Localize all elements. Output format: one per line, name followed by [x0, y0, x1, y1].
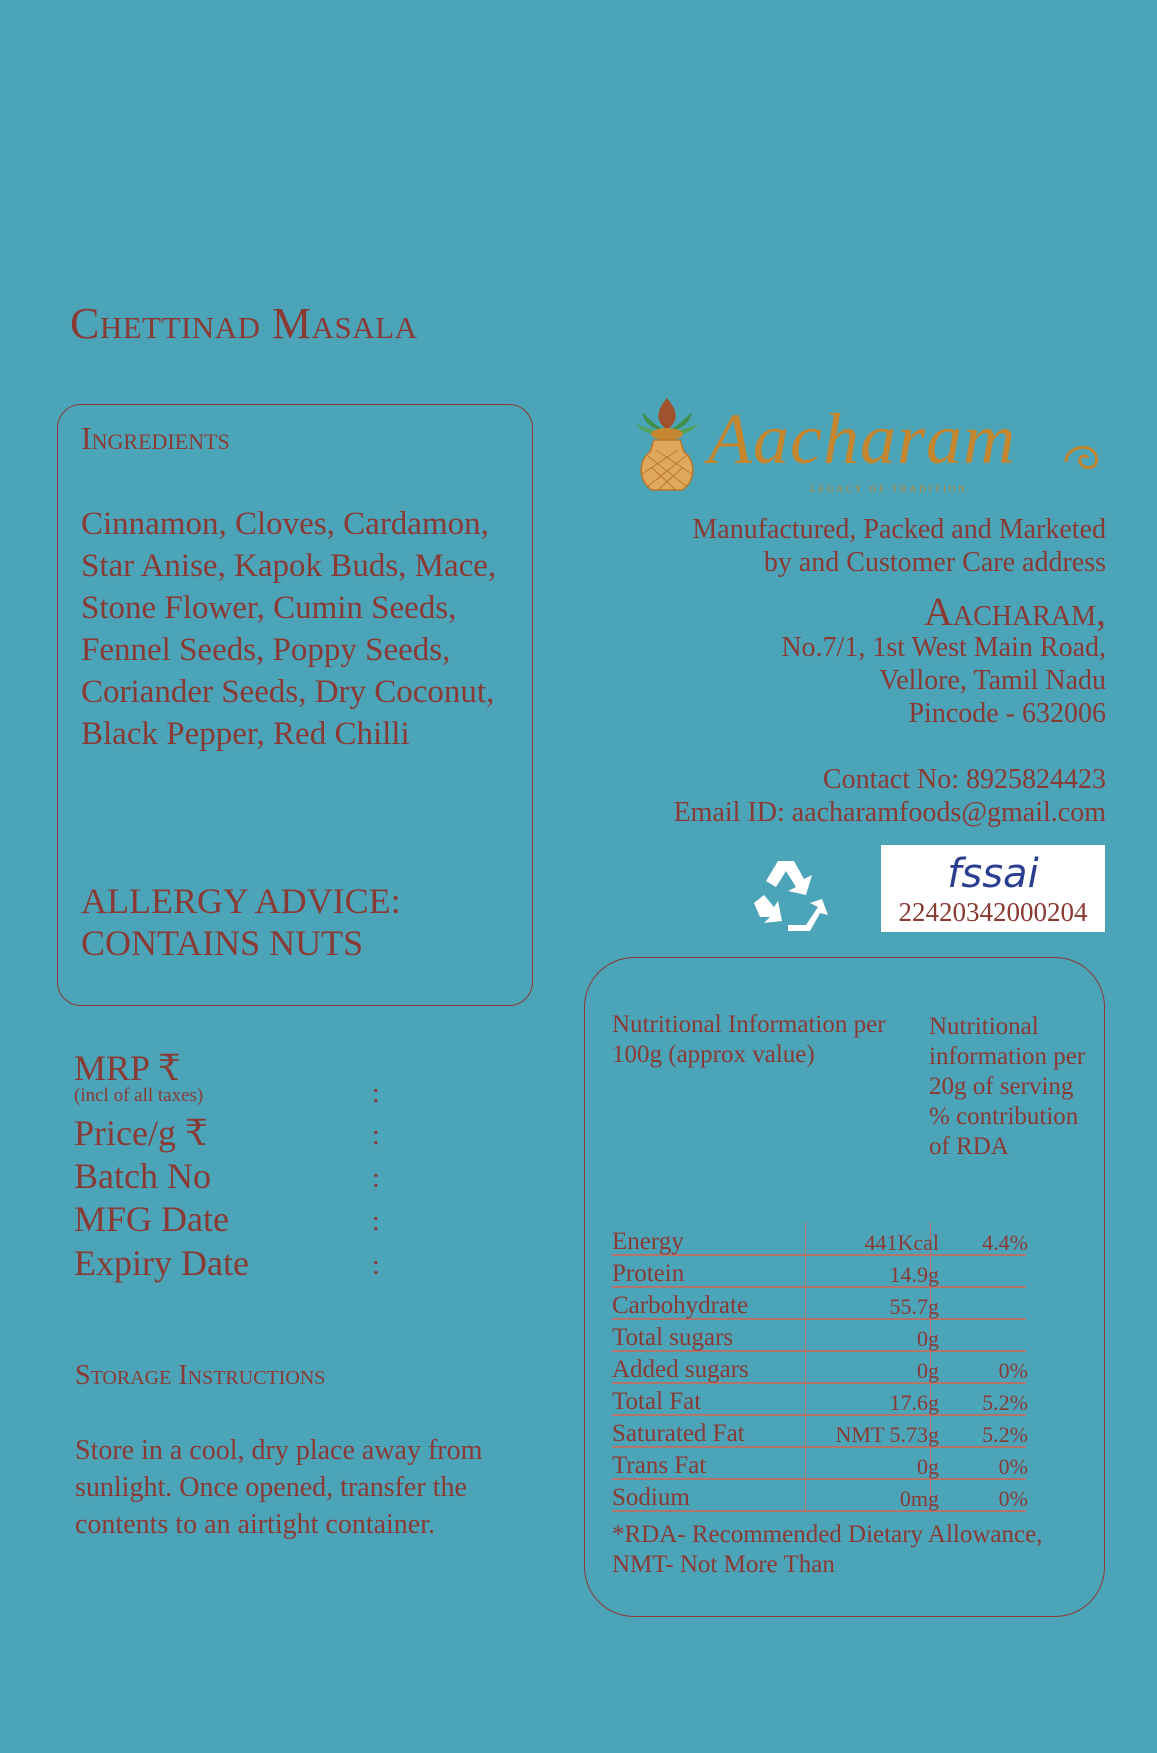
- nutrient-value: 14.9g: [889, 1262, 939, 1287]
- ingredients-heading: Ingredients: [81, 420, 230, 456]
- nutrition-row: [612, 1288, 1026, 1320]
- nutrient-value: 0mg: [899, 1486, 939, 1511]
- nutrient-rda: 0%: [998, 1486, 1028, 1511]
- nutrient-value: 17.6g: [889, 1390, 939, 1415]
- fssai-badge: [881, 845, 1105, 932]
- kalash-logo-icon: [612, 390, 722, 500]
- nutrient-name: Sodium: [612, 1484, 690, 1511]
- recycle-icon: [748, 855, 830, 935]
- product-title: Chettinad Masala: [70, 299, 418, 348]
- price-per-g-label: Price/g ₹: [74, 1113, 208, 1153]
- mrp-label: MRP ₹: [74, 1048, 181, 1088]
- contact-number: Contact No: 8925824423: [822, 764, 1106, 795]
- nutrition-row: [612, 1352, 1026, 1384]
- brand-name: Aacharam: [708, 399, 1016, 479]
- nutrient-rda: 0%: [998, 1454, 1028, 1479]
- address-line-1: No.7/1, 1st West Main Road,: [781, 632, 1106, 663]
- nutrient-value: 55.7g: [889, 1294, 939, 1319]
- nutrition-row: [612, 1384, 1026, 1416]
- mrp-sub-label: (incl of all taxes): [74, 1085, 204, 1106]
- nutrient-rda: 0%: [998, 1358, 1028, 1383]
- nutrient-name: Trans Fat: [612, 1452, 707, 1479]
- address-line-3: Pincode - 632006: [908, 698, 1106, 729]
- storage-text: Store in a cool, dry place away from sunlight. Once opened, transfer the contents to an airtight container.: [75, 1435, 483, 1540]
- ingredients-list: Cinnamon, Cloves, Cardamon, Star Anise, Kapok Buds, Mace, Stone Flower, Cumin Seeds, Fennel Seeds, Poppy Seeds, Coriander Seeds, Dry Coconut, Black Pepper, Red Chilli: [81, 506, 497, 752]
- nutrient-rda: 5.2%: [982, 1390, 1028, 1415]
- nutrient-name: Saturated Fat: [612, 1420, 745, 1447]
- email-address: Email ID: aacharamfoods@gmail.com: [673, 797, 1106, 828]
- nutrient-name: Carbohydrate: [612, 1292, 749, 1319]
- nutrient-name: Energy: [612, 1228, 684, 1255]
- nutrient-value: 0g: [917, 1358, 939, 1383]
- mrp-colon: :: [372, 1078, 380, 1109]
- company-name: Aacharam,: [923, 589, 1106, 634]
- manufacturer-line-1: Manufactured, Packed and Marketed: [692, 514, 1106, 545]
- address-line-2: Vellore, Tamil Nadu: [879, 665, 1106, 696]
- nutrition-header-right: Nutritional information per 20g of serving % contribution of RDA: [929, 1013, 1086, 1160]
- price-per-g-colon: :: [372, 1120, 380, 1151]
- mfg-date-label: MFG Date: [74, 1199, 229, 1239]
- nutrition-footnote: *RDA- Recommended Dietary Allowance, NMT- Not More Than: [612, 1521, 1043, 1578]
- nutrition-row: [612, 1320, 1026, 1352]
- fssai-license-number: 22420342000204: [898, 897, 1088, 927]
- brand-swirl-icon: [1058, 432, 1108, 482]
- allergy-advice: ALLERGY ADVICE: CONTAINS NUTS: [81, 881, 401, 963]
- brand-tagline: LEGACY OF TRADITION: [810, 484, 968, 494]
- mfg-date-colon: :: [372, 1206, 380, 1237]
- nutrient-value: 441Kcal: [864, 1230, 939, 1255]
- nutrition-row: [612, 1448, 1026, 1480]
- storage-heading: Storage Instructions: [75, 1360, 326, 1391]
- nutrient-rda: 4.4%: [982, 1230, 1028, 1255]
- batch-no-label: Batch No: [74, 1156, 211, 1196]
- nutrition-row: [612, 1480, 1026, 1512]
- nutrient-name: Total sugars: [612, 1324, 734, 1351]
- nutrient-value: NMT 5.73g: [835, 1422, 939, 1447]
- nutrient-value: 0g: [917, 1454, 939, 1479]
- nutrient-value: 0g: [917, 1326, 939, 1351]
- nutrient-name: Added sugars: [612, 1356, 749, 1383]
- nutrient-name: Protein: [612, 1260, 685, 1287]
- expiry-date-label: Expiry Date: [74, 1243, 249, 1283]
- expiry-date-colon: :: [372, 1250, 380, 1281]
- nutrition-row: [612, 1224, 1026, 1256]
- nutrition-row: [612, 1256, 1026, 1288]
- nutrition-row: [612, 1416, 1026, 1448]
- nutrition-header-left: Nutritional Information per 100g (approx value): [612, 1011, 886, 1068]
- batch-no-colon: :: [372, 1163, 380, 1194]
- manufacturer-line-2: by and Customer Care address: [763, 547, 1106, 578]
- nutrient-rda: 5.2%: [982, 1422, 1028, 1447]
- nutrient-name: Total Fat: [612, 1388, 702, 1415]
- fssai-logo: fssai: [947, 851, 1039, 897]
